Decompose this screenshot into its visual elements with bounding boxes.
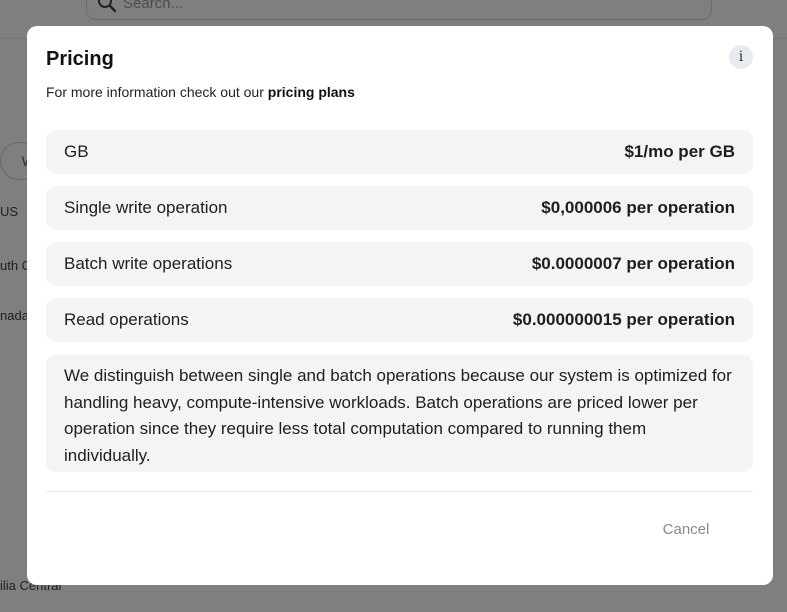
price-value: $0.000000015 per operation [512, 310, 735, 329]
price-row-batch-write [46, 242, 753, 286]
cancel-button[interactable]: Cancel [662, 520, 710, 538]
price-row-gb [46, 130, 753, 174]
footer-divider [46, 491, 753, 492]
pricing-plans-link[interactable]: pricing plans [267, 84, 355, 100]
price-value: $0,000006 per operation [541, 198, 735, 217]
modal-title: Pricing [46, 48, 114, 70]
price-row-read [46, 298, 753, 342]
info-icon[interactable]: i [729, 45, 753, 69]
pricing-modal [27, 26, 773, 585]
subtitle-text: For more information check out our [46, 84, 268, 100]
modal-subtitle [46, 84, 355, 100]
price-label: Batch write operations [64, 254, 233, 273]
price-label: GB [64, 142, 89, 161]
price-row-single-write [46, 186, 753, 230]
pricing-note: We distinguish between single and batch operations because our system is optimized for handling heavy, compute-intensive workloads. Batch operations are priced lower per operation since they require less total computation compared to running them individually. [46, 355, 753, 472]
price-label: Single write operation [64, 198, 228, 217]
price-value: $1/mo per GB [624, 142, 735, 161]
price-value: $0.0000007 per operation [531, 254, 735, 273]
price-label: Read operations [64, 310, 189, 329]
